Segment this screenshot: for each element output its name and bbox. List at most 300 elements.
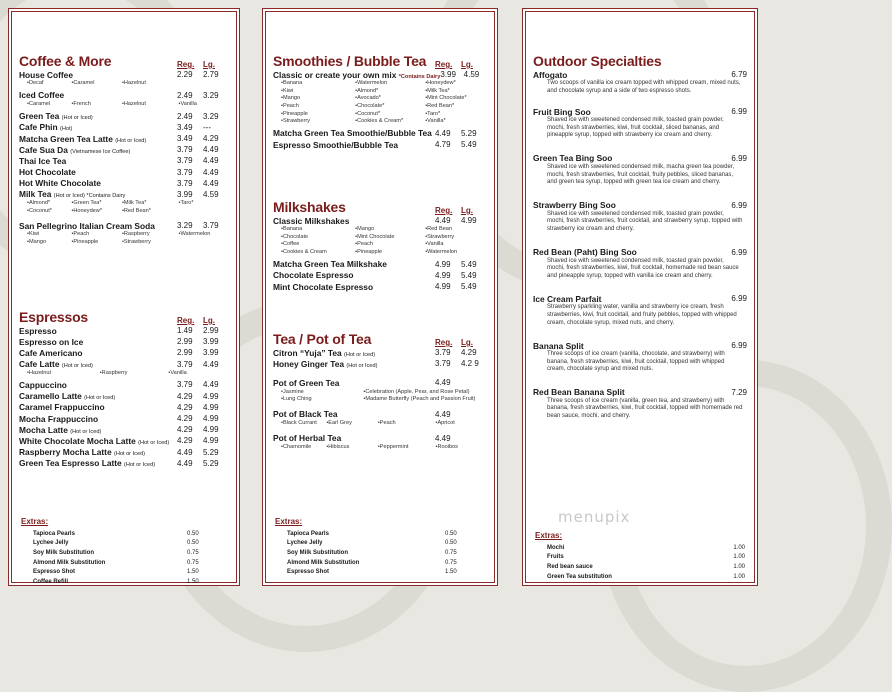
flavor-option: •Peach — [71, 231, 90, 238]
flavor-option: •Taro* — [178, 200, 194, 207]
flavor-options — [273, 226, 487, 256]
price-reg: 2.99 — [177, 337, 193, 347]
item-name-wrap — [19, 359, 177, 369]
flavor-options — [19, 231, 229, 246]
extra-price: 0.50 — [187, 540, 199, 547]
reg-header: Reg. — [177, 60, 195, 69]
flavor-option: •Peppermint — [377, 443, 409, 450]
flavor-option: •Mango — [355, 226, 375, 233]
extra-name: Soy Milk Substitution — [287, 549, 348, 556]
specialty-header — [533, 293, 747, 304]
menu-item — [19, 435, 229, 446]
specialty-item — [533, 153, 747, 187]
flavor-option: •Peach — [377, 419, 396, 426]
flavor-option: •Hazelnut — [121, 80, 146, 87]
item-description: Three scoops of ice cream (vanilla, chocolate, and strawberry) with banana, fresh strawberries, kiwi, fruit cocktail, topped with whipped cream, chocolate syrup and mixed nuts. — [547, 351, 725, 373]
extra-price: 0.50 — [445, 540, 457, 547]
price-reg: 1.49 — [177, 326, 193, 336]
flavor-option: •Milk Tea* — [121, 200, 147, 207]
section-milkshakes — [273, 197, 487, 292]
item-name: House Coffee — [19, 69, 73, 80]
section-title: Tea / Pot of Tea — [273, 331, 372, 347]
lg-header: Lg. — [461, 60, 473, 69]
menu-panel-smoothies-tea — [262, 8, 498, 586]
tea-pot-item — [273, 409, 487, 428]
price-lg: 4.29 — [203, 134, 219, 144]
flavor-option: •Peach — [281, 102, 299, 109]
item-name: Mocha Latte — [19, 424, 68, 435]
extra-price: 0.75 — [187, 559, 199, 566]
pellegrino-item — [19, 220, 229, 246]
flavor-option: •Vanilla — [425, 241, 444, 248]
flavor-option: •Raspberry — [121, 231, 150, 238]
extra-price: 1.50 — [445, 569, 457, 576]
extra-item — [535, 562, 745, 572]
item-name-wrap — [19, 122, 177, 132]
price-lg: 4.49 — [203, 167, 219, 177]
price-lg: 3.29 — [203, 111, 219, 121]
item-name-wrap — [19, 156, 177, 166]
price-reg: 4.49 — [177, 458, 193, 468]
flavor-options — [273, 80, 487, 126]
price-lg: 4.49 — [203, 145, 219, 155]
lg-header: Lg. — [203, 60, 215, 69]
item-name: Hot Chocolate — [19, 167, 76, 178]
price-lg: 3.99 — [203, 348, 219, 358]
menu-item — [19, 69, 229, 80]
price-lg: 3.99 — [203, 337, 219, 347]
lg-header: Lg. — [461, 338, 473, 347]
price: 7.29 — [731, 387, 747, 397]
item-name-wrap — [273, 259, 435, 269]
item-note: (Hot or Iced) *Contains Dairy — [53, 193, 126, 200]
item-note: (Hot or Iced) — [113, 451, 146, 458]
price: 4.49 — [435, 409, 451, 419]
menu-item — [19, 167, 229, 178]
item-name: Green Tea Espresso Latte — [19, 458, 122, 469]
price-lg: 4.49 — [203, 359, 219, 369]
menu-panel-outdoor — [522, 8, 758, 586]
extra-name: Soy Milk Substitution — [33, 549, 94, 556]
extra-price: 1.50 — [187, 569, 199, 576]
flavor-option: •Pineapple — [355, 248, 382, 255]
item-name-wrap — [273, 270, 435, 280]
price-reg: 4.49 — [177, 447, 193, 457]
flavor-option: •Mint Chocolate — [355, 233, 395, 240]
price-reg: 3.79 — [177, 178, 193, 188]
flavor-option: •Banana — [281, 226, 303, 233]
item-note: (Hot or Iced) — [84, 395, 116, 402]
section-espressos — [19, 307, 229, 469]
extra-price: 0.75 — [187, 549, 199, 556]
item-name-wrap — [19, 425, 177, 435]
specialty-header — [533, 247, 747, 258]
classic-milkshake-item — [273, 215, 487, 226]
extra-item — [535, 553, 745, 563]
flavor-option: •Black Currant — [281, 419, 317, 426]
flavor-option: •Mint Chocolate* — [425, 95, 467, 102]
item-description: Two scoops of vanilla ice cream topped with whipped cream, mixed nuts, and chocolate syrup and a side of two espresso shots. — [547, 80, 741, 94]
flavor-option: •Chamomile — [281, 443, 312, 450]
menu-item — [19, 336, 229, 347]
item-name: Classic or create your own mix — [273, 69, 397, 80]
item-description: Shaved ice with sweetened condensed milk, toasted grain powder, mochi, fresh strawberries, kiwi, fruit cocktail, homemade red bean sauce and pineapple syrup, topped with vanilla ice cream and cherry. — [547, 257, 739, 279]
extra-item — [21, 567, 227, 577]
extras-title: Extras: — [21, 517, 49, 526]
item-name: Pot of Green Tea — [273, 377, 340, 388]
item-name-wrap — [19, 167, 177, 177]
item-note: *Contains Dairy — [398, 73, 441, 80]
flavor-option: •Chocolate — [281, 233, 309, 240]
price-reg: 3.79 — [177, 167, 193, 177]
flavor-option: •Hazelnut — [27, 369, 52, 376]
item-name: Citron “Yuja” Tea — [273, 347, 342, 358]
item-name: Green Tea — [19, 111, 60, 122]
extra-name: Coffee Refill — [33, 578, 69, 585]
price: 6.99 — [731, 153, 747, 163]
extra-item — [21, 529, 227, 539]
flavor-option: •Jasmine — [281, 388, 304, 395]
item-name: Chocolate Espresso — [273, 270, 354, 281]
item-name: Red Bean Banana Split — [533, 387, 625, 398]
price-reg: 3.79 — [435, 359, 451, 369]
item-note: (Hot or Iced) — [61, 115, 93, 122]
menu-item — [19, 122, 229, 133]
price: 4.49 — [435, 378, 451, 388]
extra-name: Almond Milk Substitution — [33, 559, 106, 566]
menu-item — [19, 379, 229, 390]
extra-price: 1.00 — [733, 554, 745, 561]
price-lg: 4.29 — [461, 348, 477, 358]
pot-row — [273, 433, 487, 444]
price-lg: 5.29 — [203, 447, 219, 457]
flavor-option: •Peach — [355, 241, 373, 248]
item-name-wrap — [273, 348, 435, 358]
item-description: Shaved ice with sweetened condensed milk, macha green tea powder, mochi, fresh strawberries, fruit cocktail, fruity pebbles, sliced bananas, and green tea syrup, topped with green tea ice cream and cherry. — [547, 163, 735, 186]
flavor-option: •Cookies & Cream — [281, 248, 327, 255]
item-name: Raspberry Mocha Latte — [19, 447, 112, 458]
specialty-header — [533, 106, 747, 117]
flavor-option: •Apricot — [435, 419, 455, 426]
item-name-wrap — [19, 436, 177, 446]
item-name-wrap — [19, 337, 177, 347]
menu-item — [273, 281, 487, 292]
price-reg: 3.29 — [177, 221, 193, 231]
item-note: (Hot or Iced) — [346, 362, 378, 369]
tea-pot-item — [273, 377, 487, 403]
specialty-item — [533, 200, 747, 234]
extra-price: 1.00 — [733, 563, 745, 570]
flavor-option: •Mango — [27, 239, 47, 246]
price-lg: 5.49 — [461, 259, 477, 269]
item-name: Mint Chocolate Espresso — [273, 281, 374, 292]
item-note: (Hot or Iced) — [138, 439, 170, 446]
extra-item — [275, 539, 485, 549]
flavor-option: •Decaf — [27, 80, 44, 87]
price-reg: 4.49 — [435, 128, 451, 138]
price-reg: 2.99 — [177, 348, 193, 358]
price-reg: 4.29 — [177, 391, 193, 401]
price-lg: 4.2 9 — [461, 359, 479, 369]
price-lg: 5.49 — [461, 140, 477, 150]
item-note: (Hot or Iced) — [70, 428, 102, 435]
item-name-wrap — [19, 178, 177, 188]
flavor-option: •Pineapple — [281, 110, 308, 117]
flavor-options — [19, 80, 229, 88]
menu-item — [19, 144, 229, 155]
menu-item — [273, 270, 487, 281]
price-lg: 4.49 — [203, 178, 219, 188]
price-reg: 3.49 — [177, 122, 193, 132]
price-lg: --- — [203, 122, 211, 132]
item-name-wrap — [19, 189, 177, 199]
extra-price: 0.50 — [187, 530, 199, 537]
flavor-option: •Banana — [281, 80, 303, 87]
menu-item — [273, 139, 487, 150]
flavor-option: •Earl Grey — [326, 419, 352, 426]
flavor-option: •Red Bean* — [425, 102, 455, 109]
item-note: (Hot or Iced) — [115, 137, 147, 144]
item-name: Hot White Chocolate — [19, 178, 101, 189]
item-name: Green Tea Bing Soo — [533, 153, 613, 164]
item-name: Mocha Frappuccino — [19, 413, 99, 424]
extra-name: Tapioca Pearls — [287, 530, 329, 537]
price-reg: 3.79 — [177, 380, 193, 390]
item-name: Thai Ice Tea — [19, 155, 67, 166]
tea-pot-item — [273, 433, 487, 452]
specialty-header — [533, 387, 747, 398]
extra-price: 1.00 — [733, 573, 745, 580]
item-name: Cafe Latte — [19, 359, 60, 370]
flavor-option: •Mango — [281, 95, 301, 102]
item-description: Shaved ice with sweetened condensed milk, toasted grain powder, mochi, fresh strawberries, fruit cocktail, and strawberry syrup, topped with strawberry ice cream and cherry. — [547, 210, 743, 232]
flavor-options — [19, 101, 229, 109]
flavor-option: •Caramel — [27, 100, 51, 107]
specialty-header — [533, 340, 747, 351]
section-title: Outdoor Specialties — [533, 53, 662, 69]
flavor-option: •French — [71, 100, 91, 107]
item-name: Iced Coffee — [19, 90, 65, 101]
item-name-wrap — [273, 128, 435, 138]
price: 6.99 — [731, 107, 747, 117]
flavor-option: •Strawberry — [281, 118, 311, 125]
price-reg: 4.29 — [177, 425, 193, 435]
extra-item — [21, 539, 227, 549]
extra-name: Espresso Shot — [33, 569, 76, 576]
extra-item — [275, 529, 485, 539]
extra-item — [21, 558, 227, 568]
price-lg: 4.99 — [203, 425, 219, 435]
item-note: (Vietnamese Ice Coffee) — [70, 148, 131, 155]
extra-item — [535, 572, 745, 582]
flavor-option: •Hazelnut — [121, 100, 146, 107]
item-name: Honey Ginger Tea — [273, 358, 345, 369]
item-name: Milk Tea — [19, 189, 52, 200]
item-name: Strawberry Bing Soo — [533, 200, 616, 211]
flavor-option: •Lung Ching — [281, 396, 312, 403]
flavor-option: •Rooibos — [435, 443, 458, 450]
price-lg: 4.49 — [203, 380, 219, 390]
menu-item — [19, 446, 229, 457]
item-name-wrap — [273, 282, 435, 292]
flavor-option: •Avocado* — [355, 95, 381, 102]
item-name-wrap — [19, 380, 177, 390]
flavor-option: •Almond* — [355, 87, 379, 94]
specialty-header — [533, 69, 747, 80]
menu-item — [19, 458, 229, 469]
specialty-item — [533, 69, 747, 95]
item-name-wrap — [19, 402, 177, 412]
flavor-options — [19, 370, 229, 378]
section-title: Coffee & More — [19, 53, 112, 69]
item-name-wrap — [19, 391, 177, 401]
extra-item — [275, 567, 485, 577]
item-name-wrap — [19, 458, 177, 468]
item-name: Pot of Black Tea — [273, 409, 338, 420]
price: 6.99 — [731, 294, 747, 304]
flavor-option: •Strawberry — [425, 233, 455, 240]
item-name: Espresso — [19, 325, 57, 336]
menu-item — [19, 133, 229, 144]
price-reg: 3.79 — [177, 145, 193, 155]
price-lg: 4.59 — [463, 70, 480, 80]
extra-name: Lychee Jelly — [33, 540, 69, 547]
flavor-option: •Caramel — [71, 80, 95, 87]
extras-title: Extras: — [535, 531, 563, 540]
coffee-list — [19, 69, 229, 215]
item-name-wrap — [19, 414, 177, 424]
price-lg: 5.49 — [461, 270, 477, 280]
menu-item — [19, 178, 229, 189]
extra-price: 0.75 — [445, 549, 457, 556]
item-name-wrap — [19, 145, 177, 155]
price-lg: 2.99 — [203, 326, 219, 336]
section-outdoor — [533, 51, 747, 434]
flavor-option: •Milk Tea* — [425, 87, 450, 94]
item-name-wrap — [19, 90, 177, 100]
price-lg: 4.49 — [203, 156, 219, 166]
extra-item — [535, 543, 745, 553]
extra-name: Almond Milk Substitution — [287, 559, 360, 566]
price-reg: 4.99 — [435, 259, 451, 269]
item-name-wrap — [273, 140, 435, 150]
menu-item — [19, 402, 229, 413]
price-reg: 4.29 — [177, 414, 193, 423]
extra-price: 1.00 — [733, 544, 745, 551]
price-lg: 2.79 — [203, 70, 219, 80]
espresso-list — [19, 325, 229, 469]
flavor-option: •Taro* — [425, 110, 441, 117]
price-reg: 4.99 — [435, 282, 451, 292]
item-name: Classic Milkshakes — [273, 215, 350, 226]
item-name: White Chocolate Mocha Latte — [19, 435, 136, 446]
menu-item — [19, 391, 229, 402]
specialty-header — [533, 153, 747, 164]
menu-item — [19, 325, 229, 336]
flavor-options — [273, 420, 487, 428]
menu-item — [273, 358, 487, 369]
price-lg: 4.99 — [203, 391, 219, 401]
flavor-option: •Hibiscus — [326, 443, 350, 450]
flavor-option: •Watermelon — [178, 231, 211, 238]
menu-item — [19, 111, 229, 122]
item-note: (Hot or Iced) — [61, 363, 93, 370]
price-lg: 5.29 — [203, 458, 219, 468]
flavor-option: •Raspberry — [99, 369, 128, 376]
item-name: Affogato — [533, 69, 568, 80]
flavor-option: •Coconut* — [355, 110, 381, 117]
flavor-option: •Celebration (Apple, Pear, and Rose Petal) — [363, 388, 470, 395]
menu-item — [19, 424, 229, 435]
price-reg: 3.79 — [435, 348, 451, 358]
flavor-option: •Kiwi — [27, 231, 40, 238]
price-reg: 2.29 — [177, 70, 193, 80]
item-note: (Hot) — [59, 126, 73, 133]
price-lg: 4.59 — [203, 189, 219, 199]
item-name: Cafe Phin — [19, 122, 58, 133]
flavor-option: •Honeydew* — [425, 80, 456, 87]
price-lg: 4.99 — [203, 402, 219, 412]
item-description: Three scoops of ice cream (vanilla, green tea, and strawberry) with banana, fresh strawberries, kiwi, fruit cocktail, topped with homemade red bean sauce, mochi, and cherry. — [547, 397, 743, 420]
item-name: Pot of Herbal Tea — [273, 433, 342, 444]
price: 6.79 — [731, 70, 747, 79]
menu-item — [19, 189, 229, 200]
extra-price: 0.75 — [445, 559, 457, 566]
flavor-option: •Kiwi — [281, 87, 294, 94]
flavor-option: •Cookies & Cream* — [355, 118, 404, 125]
extra-name: Green Tea substitution — [547, 573, 612, 580]
reg-header: Reg. — [177, 316, 195, 325]
price: 6.99 — [731, 247, 747, 257]
menu-panel-coffee-espressos — [8, 8, 240, 586]
menu-item — [19, 347, 229, 358]
menu-item — [273, 259, 487, 270]
item-note: (Hot or Iced) — [344, 351, 376, 358]
item-description: Shaved ice with sweetened condensed milk, toasted grain powder, mochi, fresh strawberries, kiwi, fruit cocktail, sliced bananas, and pineapple syrup, topped with strawberry ice cream and cherry. — [547, 117, 724, 139]
item-name: Espresso Smoothie/Bubble Tea — [273, 139, 399, 150]
item-name: Matcha Green Tea Milkshake — [273, 259, 387, 270]
flavor-options — [19, 200, 229, 215]
flavor-option — [178, 239, 229, 247]
price-lg: 4.99 — [461, 216, 477, 226]
item-name: San Pellegrino Italian Cream Soda — [19, 220, 155, 231]
extra-price: 1.50 — [187, 578, 199, 585]
price-reg: 3.99 — [177, 189, 193, 199]
flavor-option: •Red Bean* — [121, 207, 151, 214]
flavor-option: •Vanilla — [168, 369, 187, 376]
extra-item — [21, 577, 227, 587]
extra-name: Espresso Shot — [287, 569, 330, 576]
classic-mix-item — [273, 69, 487, 80]
price-lg: 5.49 — [461, 282, 477, 292]
flavor-options — [273, 389, 487, 404]
flavor-option: •Madame Butterfly (Peach and Passion Fruit) — [363, 396, 476, 403]
extras-outdoor — [535, 531, 745, 581]
reg-header: Reg. — [435, 206, 453, 215]
price-lg: 4.99 — [203, 436, 219, 446]
lg-header: Lg. — [203, 316, 215, 325]
item-name: Matcha Green Tea Latte — [19, 133, 113, 144]
extra-item — [275, 558, 485, 568]
extra-item — [21, 548, 227, 558]
price: 6.99 — [731, 341, 747, 351]
menu-item — [19, 155, 229, 166]
item-name-wrap — [273, 359, 435, 369]
extras-smoothies — [275, 517, 485, 577]
specialty-header — [533, 200, 747, 211]
menu-item — [273, 347, 487, 358]
section-coffee — [19, 51, 229, 249]
